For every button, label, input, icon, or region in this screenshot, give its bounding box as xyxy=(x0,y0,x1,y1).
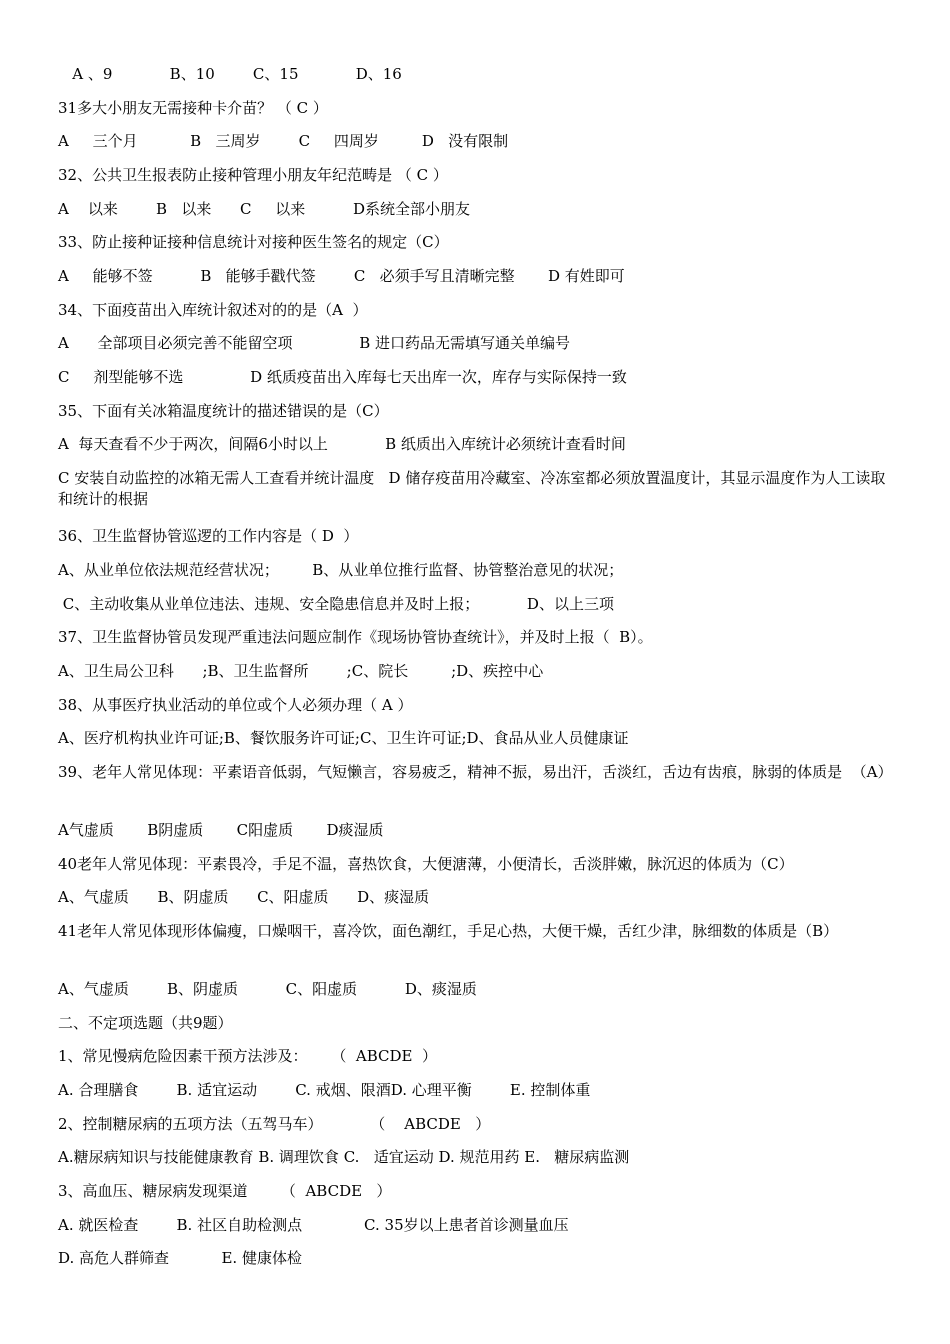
answer-options-38: A、医疗机构执业许可证;B、餐饮服务许可证;C、卫生许可证;D、食品从业人员健康证 xyxy=(58,729,629,747)
answer-options-34-cd: C 剂型能够不选 D 纸质疫苗出入库每七天出库一次，库存与实际保持一致 xyxy=(58,368,627,386)
answer-options-35-ab: A 每天查看不少于两次，间隔6小时以上 B 纸质出入库统计必须统计查看时间 xyxy=(58,435,626,453)
multi-answer-options-2: A.糖尿病知识与技能健康教育 B. 调理饮食 C. 适宜运动 D. 规范用药 E. 糖尿病监测 xyxy=(58,1148,630,1166)
question-33: 33、防止接种证接种信息统计对接种医生签名的规定（C） xyxy=(58,233,449,251)
multi-answer-options-3-de: D. 高危人群筛查 E. 健康体检 xyxy=(58,1249,302,1267)
answer-options-34-ab: A 全部项目必须完善不能留空项 B 进口药品无需填写通关单编号 xyxy=(58,334,570,352)
question-31: 31多大小朋友无需接种卡介苗？ （ C ） xyxy=(58,99,328,117)
question-39: 39、老年人常见体现：平素语音低弱，气短懒言，容易疲乏，精神不振，易出汗，舌淡红，舌边有齿痕，脉弱的体质是 （A） xyxy=(58,763,893,781)
section-heading-multi-choice: 二、不定项选题（共9题） xyxy=(58,1014,233,1032)
answer-options-31: A 三个月 B 三周岁 C 四周岁 D 没有限制 xyxy=(58,132,509,150)
multi-question-1: 1、常见慢病危险因素干预方法涉及： （ ABCDE ） xyxy=(58,1047,438,1065)
answer-options-30: A 、9 B、10 C、15 D、16 xyxy=(58,65,402,83)
question-36: 36、卫生监督协管巡逻的工作内容是（ D ） xyxy=(58,527,359,545)
answer-options-36-ab: A、从业单位依法规范经营状况； B、从业单位推行监督、协管整治意见的状况； xyxy=(58,561,624,579)
answer-options-35-cd: C 安装自动监控的冰箱无需人工查看并统计温度 D 储存疫苗用冷藏室、冷冻室都必须放置温度计，其显示温度作为人工读取和统计的根据 xyxy=(58,469,886,508)
answer-options-37: A、卫生局公卫科 ;B、卫生监督所 ;C、院长 ;D、疾控中心 xyxy=(58,662,544,680)
answer-options-33: A 能够不签 B 能够手戳代签 C 必须手写且清晰完整 D 有姓即可 xyxy=(58,267,625,285)
answer-options-39: A气虚质 B阴虚质 C阳虚质 D痰湿质 xyxy=(58,821,384,839)
multi-answer-options-3-abc: A. 就医检查 B. 社区自助检测点 C. 35岁以上患者首诊测量血压 xyxy=(58,1216,569,1234)
question-32: 32、公共卫生报表防止接种管理小朋友年纪范畴是 （ C ） xyxy=(58,166,448,184)
question-41: 41老年人常见体现形体偏瘦，口燥咽干，喜冷饮，面色潮红，手足心热，大便干燥，舌红少津，脉细数的体质是（B） xyxy=(58,922,839,940)
multi-answer-options-1: A. 合理膳食 B. 适宜运动 C. 戒烟、限酒D. 心理平衡 E. 控制体重 xyxy=(58,1081,591,1099)
question-35: 35、下面有关冰箱温度统计的描述错误的是（C） xyxy=(58,402,389,420)
multi-question-3: 3、高血压、糖尿病发现渠道 （ ABCDE ） xyxy=(58,1182,392,1200)
answer-options-32: A 以来 B 以来 C 以来 D系统全部小朋友 xyxy=(58,200,471,218)
answer-options-41: A、气虚质 B、阴虚质 C、阳虚质 D、痰湿质 xyxy=(58,980,477,998)
answer-options-36-cd: C、主动收集从业单位违法、违规、安全隐患信息并及时上报； D、以上三项 xyxy=(58,595,614,613)
answer-options-40: A、气虚质 B、阴虚质 C、阳虚质 D、痰湿质 xyxy=(58,888,430,906)
question-40: 40老年人常见体现：平素畏冷，手足不温，喜热饮食，大便溏薄，小便清长，舌淡胖嫩，脉沉迟的体质为（C） xyxy=(58,855,794,873)
question-38: 38、从事医疗执业活动的单位或个人必须办理（ A ） xyxy=(58,696,413,714)
question-34: 34、下面疫苗出入库统计叙述对的的是（A ） xyxy=(58,301,368,319)
question-37: 37、卫生监督协管员发现严重违法问题应制作《现场协管协查统计》，并及时上报（ B）。 xyxy=(58,628,653,646)
multi-question-2: 2、控制糖尿病的五项方法（五驾马车） （ ABCDE ） xyxy=(58,1115,491,1133)
